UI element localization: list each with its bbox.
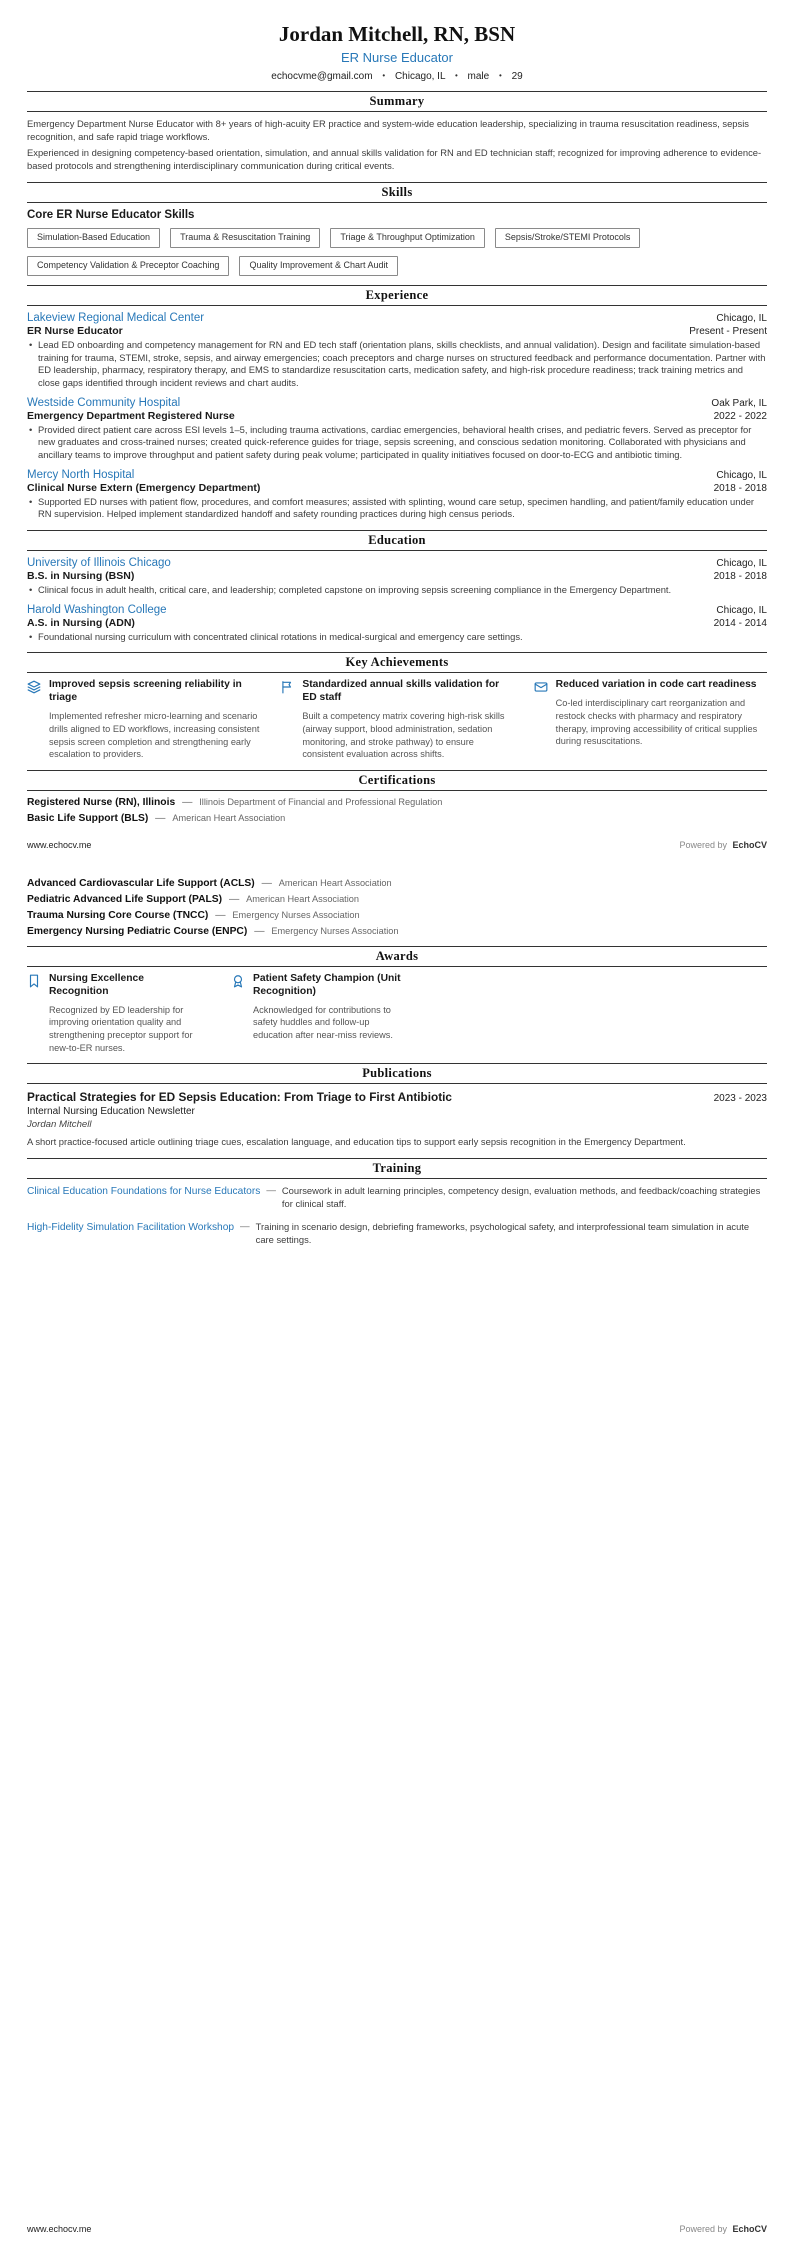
footer-powered-prefix: Powered by bbox=[679, 2224, 727, 2234]
candidate-name: Jordan Mitchell, RN, BSN bbox=[278, 22, 516, 46]
certification-name: Registered Nurse (RN), Illinois bbox=[27, 796, 176, 808]
experience-bullet: • Supported ED nurses with patient flow, procedures, and comfort measures; assisted with splinting, wound care setup, specimen handling, and patient/family education under RN supervision. Helped implement standardized handoff and safety rounding practices during high census periods. bbox=[27, 496, 767, 521]
certification-issuer: American Heart Association bbox=[278, 877, 392, 888]
certification-item bbox=[27, 894, 767, 905]
footer-brand: EchoCV bbox=[732, 2224, 767, 2234]
certification-item bbox=[27, 926, 767, 937]
school-location: Chicago, IL bbox=[716, 604, 767, 616]
achievement-item bbox=[280, 679, 513, 760]
certification-separator: — bbox=[228, 893, 240, 905]
certification-name: Trauma Nursing Core Course (TNCC) bbox=[27, 909, 209, 921]
achievement-title: Reduced variation in code cart readiness bbox=[555, 679, 757, 691]
company-name: Lakeview Regional Medical Center bbox=[27, 311, 205, 324]
publication-publisher: Internal Nursing Education Newsletter bbox=[27, 1106, 195, 1118]
contact-gender: male bbox=[467, 71, 490, 83]
school-location: Chicago, IL bbox=[716, 558, 767, 570]
experience-item bbox=[27, 397, 767, 462]
achievement-item bbox=[27, 679, 260, 760]
section-heading-training: Training bbox=[27, 1158, 767, 1179]
achievements-grid bbox=[27, 679, 767, 760]
role-dates: 2022 - 2022 bbox=[713, 410, 767, 422]
section-heading-skills: Skills bbox=[27, 182, 767, 203]
certification-item bbox=[27, 910, 767, 921]
certification-name: Emergency Nursing Pediatric Course (ENPC) bbox=[27, 925, 248, 937]
summary-paragraph: Experienced in designing competency-based orientation, simulation, and annual skills validation for RN and ED technician staff; recognized for improving adherence to evidence-based protocols and strengthening interdisciplinary communication during critical events. bbox=[27, 147, 762, 172]
company-name: Westside Community Hospital bbox=[27, 396, 181, 409]
footer-powered bbox=[679, 840, 767, 850]
contact-email[interactable]: echocvme@gmail.com bbox=[271, 71, 373, 83]
training-course-name: High-Fidelity Simulation Facilitation Workshop bbox=[27, 1222, 235, 1234]
award-title: Nursing Excellence Recognition bbox=[49, 972, 144, 997]
certification-separator: — bbox=[182, 796, 193, 808]
certifications-list bbox=[27, 797, 767, 824]
skill-chip: Triage & Throughput Optimization bbox=[330, 228, 485, 248]
certification-separator: — bbox=[215, 909, 226, 921]
footer-powered-prefix: Powered by bbox=[679, 839, 727, 850]
experience-bullet: • Provided direct patient care across ESI levels 1–5, including trauma activations, cardiac emergencies, behavioral health crises, and pediatric fevers. Served as preceptor for new graduates and cross-trained nurses; created quick-reference guides for triage, sepsis screening, and conscious sedation monitoring. Collaborated with physicians and ancillary teams to improve throughput and patient safety during peak volume; participated in quality initiatives focused on door-to-ECG and antibiotic timing. bbox=[27, 424, 767, 462]
training-description: Training in scenario design, debriefing frameworks, psychological safety, and interprofessional team simulation in acute care settings. bbox=[255, 1221, 750, 1246]
role-title: Clinical Nurse Extern (Emergency Department) bbox=[27, 481, 261, 494]
skill-chip: Competency Validation & Preceptor Coaching bbox=[27, 256, 229, 276]
company-location: Chicago, IL bbox=[716, 469, 767, 481]
education-item bbox=[27, 557, 767, 597]
degree-dates: 2014 - 2014 bbox=[713, 617, 767, 629]
contact-separator: • bbox=[382, 71, 386, 81]
certification-name: Pediatric Advanced Life Support (PALS) bbox=[27, 893, 223, 905]
award-body: Recognized by ED leadership for improving orientation quality and strengthening preceptor support for new-to-ER nurses. bbox=[49, 1004, 193, 1053]
school-name: Harold Washington College bbox=[27, 603, 167, 616]
certification-item bbox=[27, 813, 767, 824]
experience-item bbox=[27, 469, 767, 521]
publication-description: A short practice-focused article outlining triage cues, escalation language, and education tips to support early sepsis recognition in the Emergency Department. bbox=[27, 1136, 686, 1148]
certification-name: Advanced Cardiovascular Life Support (ACLS) bbox=[27, 877, 255, 889]
summary-paragraph: Emergency Department Nurse Educator with 8+ years of high-acuity ER practice and system-wide education leadership, specializing in trauma resuscitation readiness, sepsis recognition, and safe rapid triage workflows. bbox=[27, 118, 749, 143]
role-dates: Present - Present bbox=[689, 325, 767, 337]
education-bullet: • Clinical focus in adult health, critical care, and leadership; completed capstone on improving sepsis screening compliance in the Emergency Department. bbox=[27, 584, 767, 597]
role-title: Emergency Department Registered Nurse bbox=[27, 409, 235, 422]
training-course-name: Clinical Education Foundations for Nurse Educators bbox=[27, 1186, 261, 1198]
award-item bbox=[231, 973, 409, 1054]
achievement-title: Improved sepsis screening reliability in triage bbox=[49, 679, 242, 704]
company-location: Oak Park, IL bbox=[711, 397, 767, 409]
achievement-item bbox=[534, 679, 767, 760]
skill-chip: Simulation-Based Education bbox=[27, 228, 160, 248]
contact-age: 29 bbox=[511, 71, 523, 83]
certification-issuer: Emergency Nurses Association bbox=[232, 909, 360, 920]
footer-site-link[interactable]: www.echocv.me bbox=[27, 2224, 92, 2234]
education-bullet: • Foundational nursing curriculum with concentrated clinical rotations in medical-surgical and emergency care settings. bbox=[27, 631, 767, 644]
publication-item bbox=[27, 1090, 767, 1149]
badge-icon bbox=[231, 974, 245, 988]
page-footer bbox=[27, 840, 767, 850]
footer-powered bbox=[679, 2224, 767, 2234]
publication-title: Practical Strategies for ED Sepsis Education: From Triage to First Antibiotic bbox=[27, 1090, 452, 1105]
certification-item bbox=[27, 797, 767, 808]
section-heading-education: Education bbox=[27, 530, 767, 551]
award-item bbox=[27, 973, 205, 1054]
ribbon-icon bbox=[27, 974, 41, 988]
section-heading-certifications: Certifications bbox=[27, 770, 767, 791]
mail-icon bbox=[534, 680, 548, 694]
candidate-title: ER Nurse Educator bbox=[341, 50, 453, 66]
achievement-body: Built a competency matrix covering high-risk skills (airway support, blood administration, sedation monitoring, and stroke pathway) to ensure consistent evaluation across shifts. bbox=[302, 711, 505, 760]
achievement-body: Co-led interdisciplinary cart reorganization and restock checks with pharmacy and respiratory therapy, improving accessibility of critical supplies during resuscitations. bbox=[555, 698, 758, 747]
section-heading-experience: Experience bbox=[27, 285, 767, 306]
award-body: Acknowledged for contributions to safety huddles and follow-up education after near-miss reviews. bbox=[253, 1004, 393, 1040]
company-location: Chicago, IL bbox=[716, 312, 767, 324]
role-dates: 2018 - 2018 bbox=[713, 482, 767, 494]
certification-name: Basic Life Support (BLS) bbox=[27, 812, 149, 824]
school-name: University of Illinois Chicago bbox=[27, 557, 171, 570]
resume-header bbox=[27, 22, 767, 82]
flag-icon bbox=[280, 680, 294, 694]
section-heading-summary: Summary bbox=[27, 91, 767, 112]
skill-chip: Sepsis/Stroke/STEMI Protocols bbox=[495, 228, 641, 248]
achievement-title: Standardized annual skills validation for ED staff bbox=[302, 679, 500, 704]
skill-chip: Trauma & Resuscitation Training bbox=[170, 228, 320, 248]
training-list bbox=[27, 1185, 767, 1247]
page-footer bbox=[27, 2224, 767, 2234]
certifications-list-continued bbox=[27, 878, 767, 937]
training-item bbox=[27, 1221, 767, 1247]
degree-title: B.S. in Nursing (BSN) bbox=[27, 570, 135, 583]
publication-author: Jordan Mitchell bbox=[27, 1119, 92, 1131]
degree-dates: 2018 - 2018 bbox=[713, 571, 767, 583]
contact-separator: • bbox=[499, 71, 502, 81]
section-heading-key-achievements: Key Achievements bbox=[27, 652, 767, 673]
layers-icon bbox=[27, 680, 41, 694]
certification-issuer: American Heart Association bbox=[172, 812, 286, 823]
contact-separator: • bbox=[454, 71, 458, 81]
award-title: Patient Safety Champion (Unit Recognition) bbox=[253, 972, 401, 997]
role-title: ER Nurse Educator bbox=[27, 324, 123, 337]
publication-dates: 2023 - 2023 bbox=[713, 1093, 767, 1105]
skill-chip: Quality Improvement & Chart Audit bbox=[239, 256, 398, 276]
skills-group-title: Core ER Nurse Educator Skills bbox=[27, 209, 195, 222]
training-separator: — bbox=[240, 1221, 250, 1233]
certification-item bbox=[27, 878, 767, 889]
achievement-body: Implemented refresher micro-learning and scenario drills aligned to ED workflows, increasing consistent sepsis screen completion and strengthening early escalation to providers. bbox=[49, 711, 260, 760]
education-item bbox=[27, 604, 767, 644]
section-heading-publications: Publications bbox=[27, 1063, 767, 1084]
training-description: Coursework in adult learning principles, competency design, evaluation methods, and feedback/coaching strategies for clinical staff. bbox=[281, 1185, 761, 1210]
experience-bullet: • Lead ED onboarding and competency management for RN and ED tech staff (orientation plans, skills checklists, and annual validation). Design and facilitate simulation-based training for trauma, STEMI, stroke, sepsis, and airway emergencies; coach preceptors and charge nurses on structured feedback and performance documentation. Partner with ED leadership, pharmacy, respiratory therapy, and EMS to standardize resuscitation carts, medication safety, and high-risk procedure readiness; track training metrics and close gaps identified through incident reviews and chart audits. bbox=[27, 339, 767, 390]
certification-separator: — bbox=[254, 925, 265, 937]
contact-location: Chicago, IL bbox=[394, 71, 446, 83]
certification-issuer: American Heart Association bbox=[246, 893, 359, 904]
footer-site-link[interactable]: www.echocv.me bbox=[27, 839, 92, 850]
training-item bbox=[27, 1185, 767, 1211]
skills-chip-list bbox=[27, 228, 767, 276]
certification-separator: — bbox=[155, 812, 166, 824]
training-separator: — bbox=[266, 1185, 276, 1197]
experience-item bbox=[27, 312, 767, 390]
section-heading-awards: Awards bbox=[27, 946, 767, 967]
degree-title: A.S. in Nursing (ADN) bbox=[27, 616, 135, 629]
certification-issuer: Emergency Nurses Association bbox=[271, 925, 399, 936]
footer-brand: EchoCV bbox=[732, 839, 767, 850]
company-name: Mercy North Hospital bbox=[27, 468, 135, 481]
certification-separator: — bbox=[261, 877, 272, 889]
awards-list bbox=[27, 973, 767, 1054]
certification-issuer: Illinois Department of Financial and Professional Regulation bbox=[199, 796, 443, 807]
contact-line bbox=[27, 71, 767, 82]
